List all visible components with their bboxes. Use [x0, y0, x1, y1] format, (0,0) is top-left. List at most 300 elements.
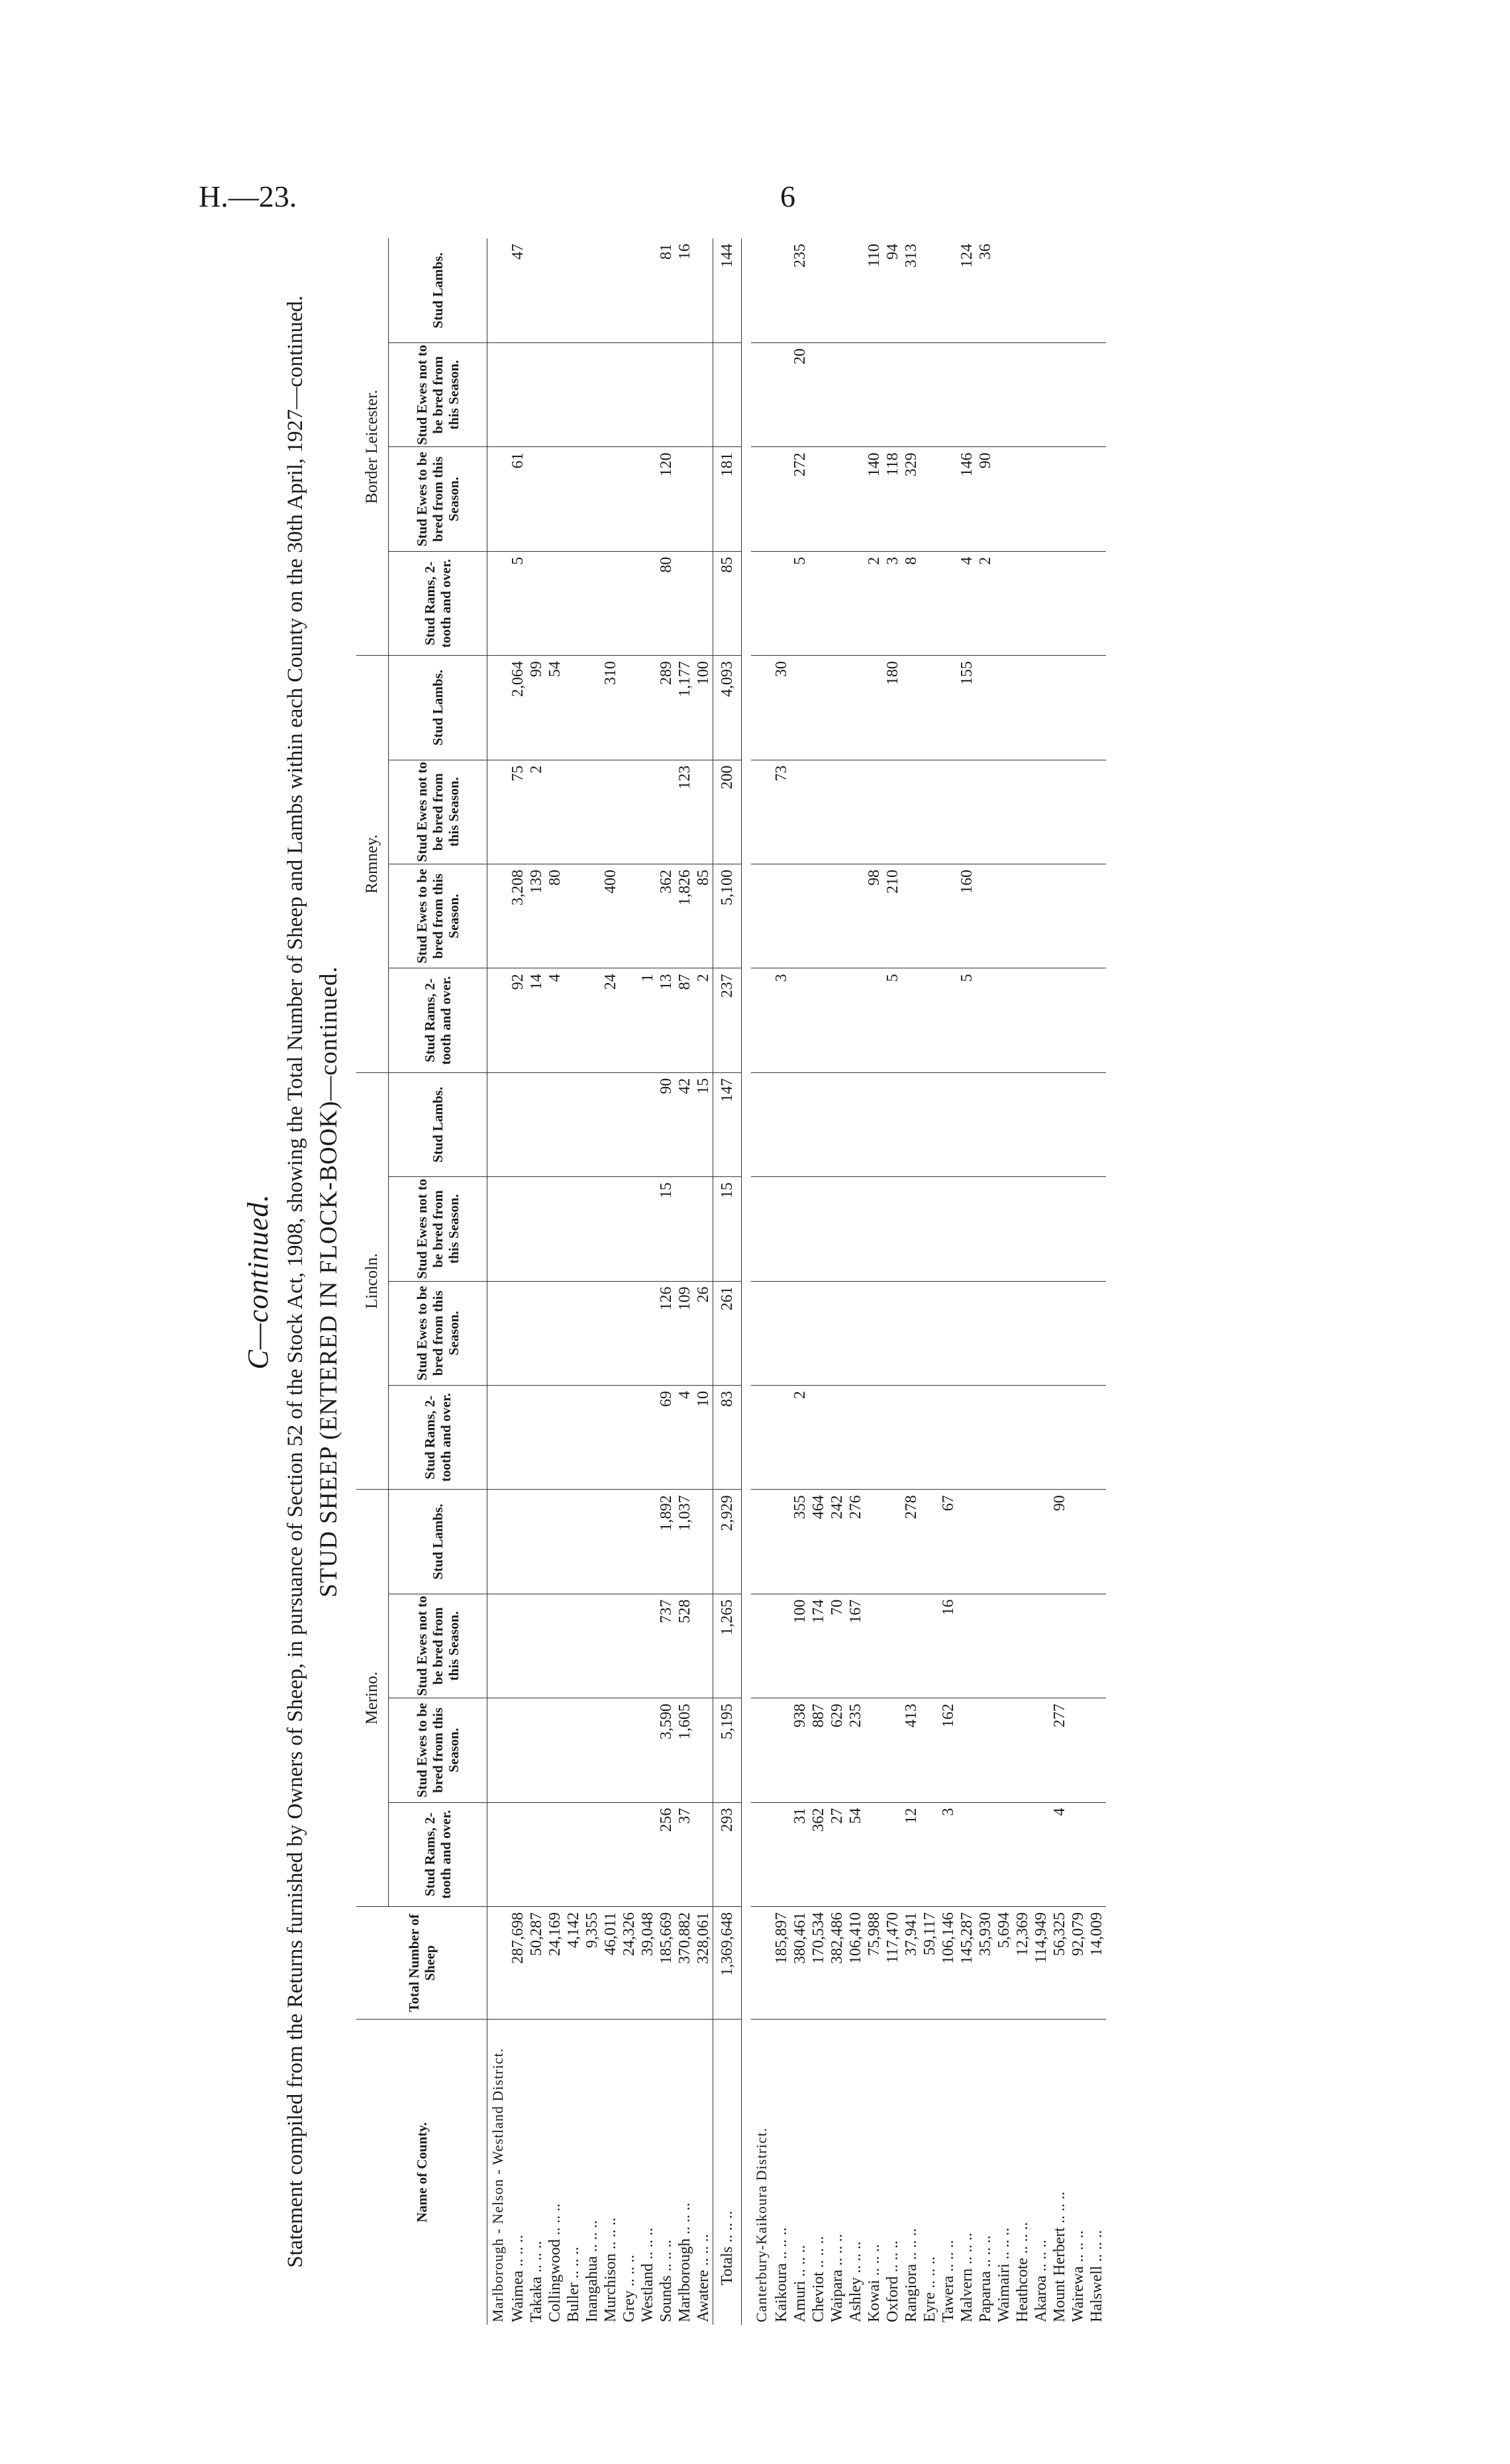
table-row	[865, 238, 883, 2325]
stud-value	[1050, 551, 1069, 655]
stud-value	[1069, 1177, 1087, 1281]
totals-row	[713, 238, 742, 2325]
county-name: Oxford .. ..	[883, 2020, 902, 2325]
total-sheep: 92,079	[1069, 1906, 1087, 2019]
county-name: Awatere .. ..	[694, 2020, 713, 2325]
stud-value	[694, 760, 713, 864]
stud-value	[601, 1490, 620, 1594]
stud-value	[1032, 1802, 1050, 1906]
stud-value: 629	[828, 1698, 846, 1802]
stud-value	[921, 1802, 939, 1906]
stud-value	[828, 1072, 846, 1176]
total-sheep: 170,534	[809, 1906, 828, 2019]
merino-lambs-header: Stud Lambs.	[389, 1490, 487, 1594]
stud-value: 1,037	[676, 1490, 694, 1594]
stud-value	[620, 1281, 638, 1385]
stud-value	[676, 551, 694, 655]
border-leicester-group-header: Border Leicester.	[356, 238, 389, 656]
stud-value	[939, 1281, 958, 1385]
stud-value	[828, 1385, 846, 1489]
stud-value	[1032, 238, 1050, 342]
stud-value: 26	[694, 1281, 713, 1385]
stud-value: 69	[657, 1385, 676, 1489]
stud-value	[939, 238, 958, 342]
totals-value: 1,265	[713, 1594, 742, 1698]
stud-value: 2	[865, 551, 883, 655]
stud-value	[828, 1281, 846, 1385]
stud-value	[846, 656, 865, 760]
stud-value: 1,177	[676, 656, 694, 760]
stud-value	[583, 1385, 601, 1489]
stud-value	[828, 968, 846, 1072]
stud-value: 362	[809, 1802, 828, 1906]
stud-value	[694, 1177, 713, 1281]
stud-value	[546, 238, 564, 342]
county-name: Westland .. ..	[638, 2020, 657, 2325]
stud-value	[546, 1385, 564, 1489]
table-row	[1050, 238, 1069, 2325]
stud-value	[527, 1802, 546, 1906]
stud-value	[1013, 1281, 1032, 1385]
stud-value	[902, 864, 921, 968]
stud-value	[509, 1698, 527, 1802]
total-sheep: 39,048	[638, 1906, 657, 2019]
stud-value	[976, 656, 995, 760]
stud-value: 160	[958, 864, 976, 968]
stud-value: 4	[676, 1385, 694, 1489]
stud-value: 276	[846, 1490, 865, 1594]
stud-value: 42	[676, 1072, 694, 1176]
stud-value: 5	[883, 968, 902, 1072]
county-name: Eyre .. ..	[921, 2020, 939, 2325]
stud-value	[601, 238, 620, 342]
stud-value	[976, 1385, 995, 1489]
stud-value	[976, 1281, 995, 1385]
stud-value	[1032, 1177, 1050, 1281]
stud-value	[1087, 1490, 1106, 1594]
stud-value: 75	[509, 760, 527, 864]
stud-value	[546, 1490, 564, 1594]
stud-value	[921, 447, 939, 551]
stud-value	[846, 864, 865, 968]
stud-value	[564, 447, 583, 551]
stud-value	[772, 1385, 791, 1489]
table-row	[921, 238, 939, 2325]
stud-value: 413	[902, 1698, 921, 1802]
stud-value: 272	[791, 447, 809, 551]
stud-value	[1050, 1177, 1069, 1281]
stud-value: 126	[657, 1281, 676, 1385]
lincoln-lambs-header: Stud Lambs.	[389, 1072, 487, 1176]
stud-value: 146	[958, 447, 976, 551]
stud-value	[902, 1281, 921, 1385]
stud-value: 120	[657, 447, 676, 551]
stud-value	[1050, 1281, 1069, 1385]
stud-value	[791, 656, 809, 760]
stud-value	[995, 1281, 1013, 1385]
stud-value	[620, 551, 638, 655]
totals-value: 2,929	[713, 1490, 742, 1594]
stud-value	[694, 1490, 713, 1594]
stud-value	[509, 1490, 527, 1594]
totals-value: 200	[713, 760, 742, 864]
table-row	[809, 238, 828, 2325]
total-sheep: 185,669	[657, 1906, 676, 2019]
total-sheep: 106,146	[939, 1906, 958, 2019]
county-name: Akaroa .. ..	[1032, 2020, 1050, 2325]
stud-value	[509, 1177, 527, 1281]
stud-value	[976, 1177, 995, 1281]
stud-value: 277	[1050, 1698, 1069, 1802]
stud-value: 99	[527, 656, 546, 760]
stud-value	[995, 1698, 1013, 1802]
stud-value	[583, 1490, 601, 1594]
stud-value: 167	[846, 1594, 865, 1698]
stud-value	[939, 447, 958, 551]
stud-value	[939, 342, 958, 446]
stud-value	[527, 1072, 546, 1176]
stud-value	[883, 1698, 902, 1802]
stud-value	[527, 1698, 546, 1802]
county-name: Inangahua .. ..	[583, 2020, 601, 2325]
stud-value	[772, 238, 791, 342]
stud-value	[772, 1698, 791, 1802]
stud-value	[527, 1281, 546, 1385]
stud-value	[546, 1594, 564, 1698]
stud-value	[809, 1072, 828, 1176]
stud-value	[939, 864, 958, 968]
stud-value: 4	[1050, 1802, 1069, 1906]
merino-ewes-bred-header: Stud Ewes to be bred from this Season.	[389, 1698, 487, 1802]
stud-value: 737	[657, 1594, 676, 1698]
stud-value	[772, 342, 791, 446]
stud-value	[1087, 1177, 1106, 1281]
total-sheep: 370,882	[676, 1906, 694, 2019]
stud-value	[564, 342, 583, 446]
stud-value: 30	[772, 656, 791, 760]
stud-value: 938	[791, 1698, 809, 1802]
stud-value: 98	[865, 864, 883, 968]
stud-value: 109	[676, 1281, 694, 1385]
stud-value: 8	[902, 551, 921, 655]
stud-value	[976, 760, 995, 864]
stud-value	[583, 1594, 601, 1698]
lincoln-rams-header: Stud Rams, 2-tooth and over.	[389, 1385, 487, 1489]
stud-value	[772, 1281, 791, 1385]
county-name: Cheviot .. ..	[809, 2020, 828, 2325]
stud-value	[939, 1177, 958, 1281]
stud-value	[1050, 1385, 1069, 1489]
stud-value	[976, 1594, 995, 1698]
county-name: Kowai .. ..	[865, 2020, 883, 2325]
stud-value: 4	[958, 551, 976, 655]
stud-value: 162	[939, 1698, 958, 1802]
table-row	[564, 238, 583, 2325]
stud-value	[1050, 238, 1069, 342]
stud-value: 210	[883, 864, 902, 968]
stud-sheep-table	[356, 238, 1106, 2325]
stud-value	[883, 1802, 902, 1906]
totals-value: 147	[713, 1072, 742, 1176]
county-name: Marlborough .. ..	[676, 2020, 694, 2325]
stud-value: 278	[902, 1490, 921, 1594]
stud-value	[1032, 656, 1050, 760]
stud-value	[1032, 1594, 1050, 1698]
stud-value	[509, 342, 527, 446]
table-row	[527, 238, 546, 2325]
stud-value	[976, 1490, 995, 1594]
stud-value	[958, 1698, 976, 1802]
stud-value	[995, 447, 1013, 551]
stud-value	[620, 760, 638, 864]
stud-value	[976, 1802, 995, 1906]
stud-value	[865, 1281, 883, 1385]
stud-value: 54	[846, 1802, 865, 1906]
stud-value	[676, 447, 694, 551]
stud-value	[828, 447, 846, 551]
stud-value	[995, 1177, 1013, 1281]
stud-value	[1050, 968, 1069, 1072]
stud-value	[657, 342, 676, 446]
stud-value	[1069, 760, 1087, 864]
stud-value	[902, 1177, 921, 1281]
total-sheep: 24,169	[546, 1906, 564, 2019]
stud-value	[958, 1072, 976, 1176]
stud-value	[809, 238, 828, 342]
stud-value: 256	[657, 1802, 676, 1906]
stud-value	[638, 1385, 657, 1489]
stud-value	[583, 1072, 601, 1176]
stud-value	[865, 760, 883, 864]
stud-value	[995, 342, 1013, 446]
stud-value	[772, 1072, 791, 1176]
stud-value	[921, 968, 939, 1072]
county-name: Kaikoura .. ..	[772, 2020, 791, 2325]
stud-value	[1087, 342, 1106, 446]
stud-value	[509, 1594, 527, 1698]
stud-value	[1032, 447, 1050, 551]
table-row	[601, 238, 620, 2325]
totals-value: 5,195	[713, 1698, 742, 1802]
stud-value	[564, 1594, 583, 1698]
stud-value	[1069, 864, 1087, 968]
stud-value	[1087, 760, 1106, 864]
stud-value	[809, 551, 828, 655]
total-sheep-column-header: Total Number of Sheep	[356, 1906, 487, 2019]
stud-value	[883, 1177, 902, 1281]
stud-value	[601, 1594, 620, 1698]
county-name: Buller .. ..	[564, 2020, 583, 2325]
stud-value	[902, 1072, 921, 1176]
stud-value	[676, 342, 694, 446]
county-name: Murchison .. ..	[601, 2020, 620, 2325]
table-row	[902, 238, 921, 2325]
stud-value: 3	[772, 968, 791, 1072]
stud-value: 2	[694, 968, 713, 1072]
stud-value	[509, 1072, 527, 1176]
stud-value: 90	[657, 1072, 676, 1176]
stud-value	[809, 1177, 828, 1281]
stud-value	[1013, 1177, 1032, 1281]
stud-value: 124	[958, 238, 976, 342]
stud-value	[546, 342, 564, 446]
stud-value	[1069, 1072, 1087, 1176]
stud-value	[921, 656, 939, 760]
table-row	[939, 238, 958, 2325]
stud-value	[995, 1385, 1013, 1489]
stud-value: 14	[527, 968, 546, 1072]
stud-value	[620, 238, 638, 342]
stud-value	[828, 656, 846, 760]
stud-value	[995, 1072, 1013, 1176]
stud-value	[809, 1281, 828, 1385]
stud-value: 85	[694, 864, 713, 968]
stud-value	[1069, 1802, 1087, 1906]
total-sheep: 46,011	[601, 1906, 620, 2019]
stud-value	[564, 1490, 583, 1594]
stud-value	[772, 551, 791, 655]
stud-value	[583, 238, 601, 342]
stud-value	[846, 1177, 865, 1281]
page-number: 6	[780, 180, 795, 213]
stud-value: 2	[791, 1385, 809, 1489]
stud-value	[921, 1385, 939, 1489]
county-name: Tawera .. ..	[939, 2020, 958, 2325]
stud-value	[620, 864, 638, 968]
stud-value	[1050, 1072, 1069, 1176]
stud-value	[583, 656, 601, 760]
stud-value	[620, 1802, 638, 1906]
totals-value: 15	[713, 1177, 742, 1281]
stud-value	[601, 447, 620, 551]
romney-rams-header: Stud Rams, 2-tooth and over.	[389, 968, 487, 1072]
merino-ewes-not-bred-header: Stud Ewes not to be bred from this Season.	[389, 1594, 487, 1698]
county-name: Grey .. ..	[620, 2020, 638, 2325]
stud-value	[1087, 1281, 1106, 1385]
stud-value	[564, 1698, 583, 1802]
table-row	[620, 238, 638, 2325]
district-heading-row	[751, 238, 772, 2325]
stud-value	[883, 1072, 902, 1176]
stud-value: 61	[509, 447, 527, 551]
stud-value	[694, 551, 713, 655]
stud-value	[527, 1177, 546, 1281]
stud-value: 3,590	[657, 1698, 676, 1802]
stud-value	[939, 1385, 958, 1489]
totals-value: 181	[713, 447, 742, 551]
stud-value	[1013, 968, 1032, 1072]
stud-value	[1050, 1594, 1069, 1698]
stud-value	[527, 551, 546, 655]
stud-value	[638, 1177, 657, 1281]
stud-value: 242	[828, 1490, 846, 1594]
stud-value: 67	[939, 1490, 958, 1594]
county-name: Paparua .. ..	[976, 2020, 995, 2325]
stud-value	[921, 1177, 939, 1281]
stud-value	[846, 1385, 865, 1489]
stud-value: 13	[657, 968, 676, 1072]
stud-value	[546, 551, 564, 655]
stud-value	[995, 1594, 1013, 1698]
total-sheep: 145,287	[958, 1906, 976, 2019]
stud-value	[546, 1281, 564, 1385]
stud-value: 289	[657, 656, 676, 760]
stud-value	[694, 1698, 713, 1802]
border-leicester-lambs-header: Stud Lambs.	[389, 238, 487, 342]
stud-value	[865, 342, 883, 446]
total-sheep: 59,117	[921, 1906, 939, 2019]
total-sheep: 117,470	[883, 1906, 902, 2019]
stud-value	[846, 238, 865, 342]
stud-value	[1069, 447, 1087, 551]
stud-value: 329	[902, 447, 921, 551]
stud-value: 235	[846, 1698, 865, 1802]
table-row	[1013, 238, 1032, 2325]
table-row	[976, 238, 995, 2325]
lincoln-ewes-bred-header: Stud Ewes to be bred from this Season.	[389, 1281, 487, 1385]
stud-value	[583, 1281, 601, 1385]
lincoln-ewes-not-bred-header: Stud Ewes not to be bred from this Season.	[389, 1177, 487, 1281]
totals-value: 144	[713, 238, 742, 342]
stud-value	[601, 1385, 620, 1489]
stud-value	[638, 1698, 657, 1802]
stud-value	[638, 447, 657, 551]
stud-value	[958, 1281, 976, 1385]
stud-value	[865, 1698, 883, 1802]
table-row	[995, 238, 1013, 2325]
stud-value	[865, 1177, 883, 1281]
total-sheep: 14,009	[1087, 1906, 1106, 2019]
stud-value	[791, 1177, 809, 1281]
stud-value: 90	[1050, 1490, 1069, 1594]
stud-value	[527, 342, 546, 446]
stud-value	[902, 760, 921, 864]
stud-value: 887	[809, 1698, 828, 1802]
stud-value: 310	[601, 656, 620, 760]
stud-value	[1032, 968, 1050, 1072]
stud-value	[564, 1177, 583, 1281]
stud-value	[657, 760, 676, 864]
stud-value	[1013, 238, 1032, 342]
stud-value	[791, 968, 809, 1072]
stud-value	[846, 1281, 865, 1385]
table-row	[509, 238, 527, 2325]
total-sheep: 380,461	[791, 1906, 809, 2019]
county-name: Halswell .. ..	[1087, 2020, 1106, 2325]
stud-value	[921, 342, 939, 446]
stud-value	[791, 760, 809, 864]
table-row	[638, 238, 657, 2325]
stud-value	[1050, 656, 1069, 760]
totals-value: 83	[713, 1385, 742, 1489]
stud-value: 464	[809, 1490, 828, 1594]
stud-value	[620, 1072, 638, 1176]
table-body	[487, 238, 1107, 2325]
table-row	[1032, 238, 1050, 2325]
stud-value	[846, 447, 865, 551]
totals-value: 261	[713, 1281, 742, 1385]
stud-value	[828, 864, 846, 968]
stud-value	[601, 1802, 620, 1906]
totals-value	[713, 342, 742, 446]
stud-value	[1013, 447, 1032, 551]
total-sheep: 106,410	[846, 1906, 865, 2019]
stud-value	[527, 1594, 546, 1698]
stud-value	[865, 1385, 883, 1489]
stud-value	[1032, 1698, 1050, 1802]
stud-value	[921, 551, 939, 655]
stud-value	[1013, 551, 1032, 655]
